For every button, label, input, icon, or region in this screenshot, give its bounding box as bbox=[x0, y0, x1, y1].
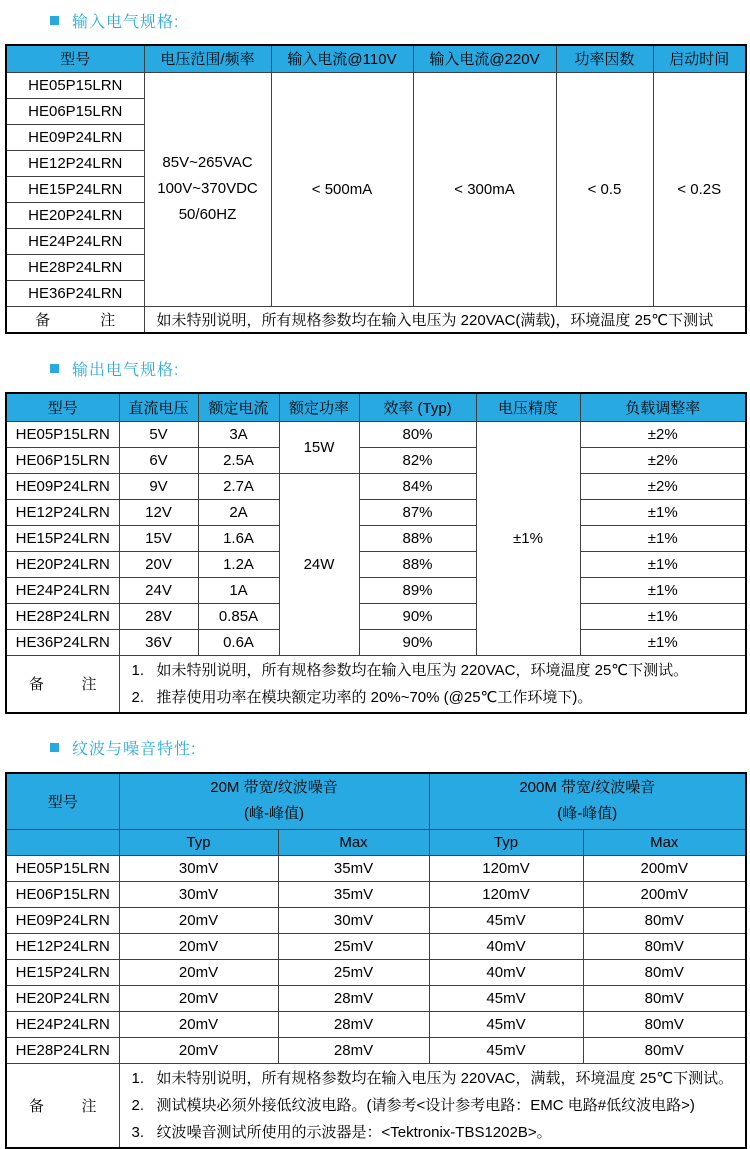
ripple-cell: 20mV bbox=[119, 908, 278, 934]
load-regulation-cell: ±2% bbox=[580, 421, 746, 447]
dc-voltage-cell: 6V bbox=[119, 447, 198, 473]
ripple-cell: 30mV bbox=[278, 908, 429, 934]
col-header-voltage-accuracy: 电压精度 bbox=[476, 393, 580, 421]
ripple-cell: 80mV bbox=[583, 960, 746, 986]
model-cell: HE24P24LRN bbox=[6, 577, 119, 603]
ripple-cell: 80mV bbox=[583, 1012, 746, 1038]
col-header-voltage-range: 电压范围/频率 bbox=[144, 45, 271, 72]
col-header-200m-max: Max bbox=[583, 830, 746, 856]
model-cell: HE28P24LRN bbox=[6, 254, 144, 280]
efficiency-cell: 90% bbox=[359, 603, 476, 629]
col-header-load-regulation: 负载调整率 bbox=[580, 393, 746, 421]
ripple-cell: 45mV bbox=[429, 908, 583, 934]
rated-current-cell: 2.5A bbox=[198, 447, 279, 473]
model-cell: HE12P24LRN bbox=[6, 934, 119, 960]
input-spec-table bbox=[5, 44, 747, 334]
col-header-power-factor: 功率因数 bbox=[556, 45, 653, 72]
model-cell: HE28P24LRN bbox=[6, 603, 119, 629]
col-header-20m-bandwidth: 20M 带宽/纹波噪音 (峰-峰值) bbox=[119, 773, 429, 830]
remark-label: 备 注 bbox=[6, 655, 119, 713]
ripple-cell: 200mV bbox=[583, 882, 746, 908]
dc-voltage-cell: 36V bbox=[119, 629, 198, 655]
model-cell: HE06P15LRN bbox=[6, 98, 144, 124]
section-title-text: 输入电气规格: bbox=[72, 9, 179, 32]
load-regulation-cell: ±1% bbox=[580, 551, 746, 577]
rated-power-cell: 24W bbox=[279, 473, 359, 655]
col-header-model: 型号 bbox=[6, 45, 144, 72]
col-header-input-current-220v: 输入电流@220V bbox=[413, 45, 556, 72]
input-current-110v-cell: < 500mA bbox=[271, 72, 413, 306]
remark-label: 备 注 bbox=[6, 1064, 119, 1149]
model-cell: HE09P24LRN bbox=[6, 473, 119, 499]
efficiency-cell: 89% bbox=[359, 577, 476, 603]
load-regulation-cell: ±2% bbox=[580, 473, 746, 499]
ripple-cell: 35mV bbox=[278, 882, 429, 908]
load-regulation-cell: ±2% bbox=[580, 447, 746, 473]
model-cell: HE36P24LRN bbox=[6, 280, 144, 306]
input-current-220v-cell: < 300mA bbox=[413, 72, 556, 306]
dc-voltage-cell: 20V bbox=[119, 551, 198, 577]
section-title-ripple-noise bbox=[50, 736, 750, 760]
col-header-input-current-110v: 输入电流@110V bbox=[271, 45, 413, 72]
rated-current-cell: 0.85A bbox=[198, 603, 279, 629]
ripple-noise-table bbox=[5, 772, 747, 1149]
model-cell: HE20P24LRN bbox=[6, 551, 119, 577]
ripple-cell: 80mV bbox=[583, 908, 746, 934]
ripple-cell: 20mV bbox=[119, 1012, 278, 1038]
remark-text: 1. 如未特别说明，所有规格参数均在输入电压为 220VAC，满载，环境温度 25℃下测试。 2. 测试模块必须外接低纹波电路。(请参考<设计参考电路：EMC 电路#低纹波电路>) 3. 纹波噪音测试所使用的示波器是：<Tektronix-TBS1202B>。 bbox=[119, 1064, 746, 1149]
model-cell: HE05P15LRN bbox=[6, 72, 144, 98]
square-bullet-icon bbox=[50, 743, 59, 752]
rated-current-cell: 2.7A bbox=[198, 473, 279, 499]
load-regulation-cell: ±1% bbox=[580, 525, 746, 551]
efficiency-cell: 87% bbox=[359, 499, 476, 525]
rated-current-cell: 1A bbox=[198, 577, 279, 603]
col-header-model: 型号 bbox=[6, 393, 119, 421]
remark-label: 备 注 bbox=[6, 306, 144, 333]
model-cell: HE15P24LRN bbox=[6, 176, 144, 202]
voltage-range-cell: 85V~265VAC 100V~370VDC 50/60HZ bbox=[144, 72, 271, 306]
ripple-cell: 120mV bbox=[429, 882, 583, 908]
col-header-20m-max: Max bbox=[278, 830, 429, 856]
ripple-cell: 20mV bbox=[119, 1038, 278, 1064]
ripple-cell: 28mV bbox=[278, 1012, 429, 1038]
ripple-cell: 28mV bbox=[278, 986, 429, 1012]
model-cell: HE06P15LRN bbox=[6, 882, 119, 908]
output-spec-table bbox=[5, 392, 747, 714]
col-header-rated-power: 额定功率 bbox=[279, 393, 359, 421]
dc-voltage-cell: 9V bbox=[119, 473, 198, 499]
model-cell: HE09P24LRN bbox=[6, 124, 144, 150]
load-regulation-cell: ±1% bbox=[580, 499, 746, 525]
dc-voltage-cell: 15V bbox=[119, 525, 198, 551]
ripple-cell: 30mV bbox=[119, 856, 278, 882]
col-header-200m-typ: Typ bbox=[429, 830, 583, 856]
ripple-cell: 20mV bbox=[119, 934, 278, 960]
dc-voltage-cell: 24V bbox=[119, 577, 198, 603]
section-title-output-spec bbox=[50, 356, 750, 380]
section-title-input-spec bbox=[50, 8, 750, 32]
ripple-cell: 45mV bbox=[429, 1012, 583, 1038]
efficiency-cell: 84% bbox=[359, 473, 476, 499]
col-header-efficiency: 效率 (Typ) bbox=[359, 393, 476, 421]
ripple-cell: 40mV bbox=[429, 960, 583, 986]
ripple-cell: 28mV bbox=[278, 1038, 429, 1064]
power-factor-cell: < 0.5 bbox=[556, 72, 653, 306]
remark-text: 如未特别说明，所有规格参数均在输入电压为 220VAC(满载)，环境温度 25℃下测试 bbox=[144, 306, 746, 333]
rated-power-cell: 15W bbox=[279, 421, 359, 473]
ripple-cell: 45mV bbox=[429, 986, 583, 1012]
dc-voltage-cell: 28V bbox=[119, 603, 198, 629]
model-cell: HE12P24LRN bbox=[6, 150, 144, 176]
col-header-rated-current: 额定电流 bbox=[198, 393, 279, 421]
model-cell: HE06P15LRN bbox=[6, 447, 119, 473]
col-header-dc-voltage: 直流电压 bbox=[119, 393, 198, 421]
col-header-200m-bandwidth: 200M 带宽/纹波噪音 (峰-峰值) bbox=[429, 773, 746, 830]
ripple-cell: 200mV bbox=[583, 856, 746, 882]
rated-current-cell: 1.2A bbox=[198, 551, 279, 577]
remark-text: 1. 如未特别说明，所有规格参数均在输入电压为 220VAC，环境温度 25℃下测试。 2. 推荐使用功率在模块额定功率的 20%~70% (@25℃工作环境下)。 bbox=[119, 655, 746, 713]
ripple-cell: 45mV bbox=[429, 1038, 583, 1064]
dc-voltage-cell: 12V bbox=[119, 499, 198, 525]
load-regulation-cell: ±1% bbox=[580, 577, 746, 603]
ripple-cell: 20mV bbox=[119, 986, 278, 1012]
model-cell: HE20P24LRN bbox=[6, 986, 119, 1012]
col-header-startup-time: 启动时间 bbox=[653, 45, 746, 72]
ripple-cell: 25mV bbox=[278, 960, 429, 986]
ripple-cell: 20mV bbox=[119, 960, 278, 986]
section-title-text: 纹波与噪音特性: bbox=[72, 736, 196, 759]
model-cell: HE15P24LRN bbox=[6, 960, 119, 986]
ripple-cell: 80mV bbox=[583, 934, 746, 960]
model-cell: HE20P24LRN bbox=[6, 202, 144, 228]
startup-time-cell: < 0.2S bbox=[653, 72, 746, 306]
rated-current-cell: 1.6A bbox=[198, 525, 279, 551]
section-title-text: 输出电气规格: bbox=[72, 357, 179, 380]
efficiency-cell: 82% bbox=[359, 447, 476, 473]
efficiency-cell: 88% bbox=[359, 551, 476, 577]
col-header-20m-typ: Typ bbox=[119, 830, 278, 856]
col-header-empty bbox=[6, 830, 119, 856]
square-bullet-icon bbox=[50, 16, 59, 25]
model-cell: HE12P24LRN bbox=[6, 499, 119, 525]
model-cell: HE36P24LRN bbox=[6, 629, 119, 655]
rated-current-cell: 2A bbox=[198, 499, 279, 525]
efficiency-cell: 88% bbox=[359, 525, 476, 551]
ripple-cell: 80mV bbox=[583, 986, 746, 1012]
ripple-cell: 120mV bbox=[429, 856, 583, 882]
model-cell: HE05P15LRN bbox=[6, 421, 119, 447]
load-regulation-cell: ±1% bbox=[580, 603, 746, 629]
model-cell: HE28P24LRN bbox=[6, 1038, 119, 1064]
efficiency-cell: 90% bbox=[359, 629, 476, 655]
model-cell: HE15P24LRN bbox=[6, 525, 119, 551]
rated-current-cell: 0.6A bbox=[198, 629, 279, 655]
model-cell: HE24P24LRN bbox=[6, 1012, 119, 1038]
ripple-cell: 30mV bbox=[119, 882, 278, 908]
ripple-cell: 80mV bbox=[583, 1038, 746, 1064]
model-cell: HE09P24LRN bbox=[6, 908, 119, 934]
model-cell: HE24P24LRN bbox=[6, 228, 144, 254]
col-header-model: 型号 bbox=[6, 773, 119, 830]
load-regulation-cell: ±1% bbox=[580, 629, 746, 655]
dc-voltage-cell: 5V bbox=[119, 421, 198, 447]
ripple-cell: 40mV bbox=[429, 934, 583, 960]
rated-current-cell: 3A bbox=[198, 421, 279, 447]
square-bullet-icon bbox=[50, 364, 59, 373]
voltage-accuracy-cell: ±1% bbox=[476, 421, 580, 655]
ripple-cell: 25mV bbox=[278, 934, 429, 960]
efficiency-cell: 80% bbox=[359, 421, 476, 447]
model-cell: HE05P15LRN bbox=[6, 856, 119, 882]
ripple-cell: 35mV bbox=[278, 856, 429, 882]
